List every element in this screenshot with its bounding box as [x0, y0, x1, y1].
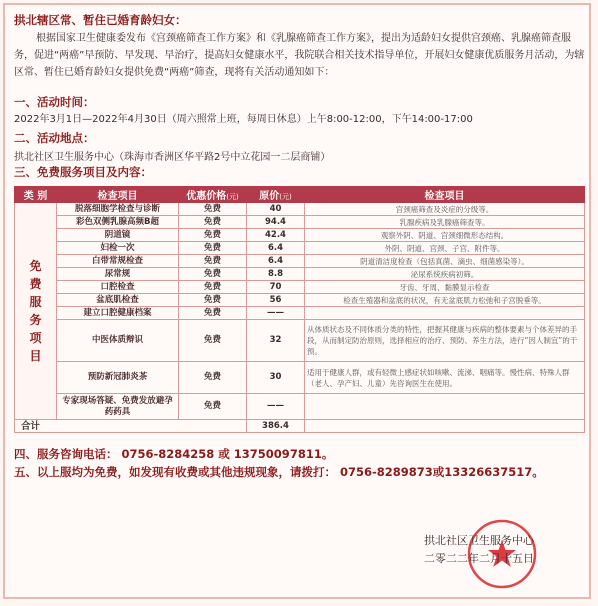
- table-row: [15, 229, 585, 242]
- header-category: 类 别: [15, 187, 57, 203]
- table-row: [15, 281, 585, 294]
- place-text: 拱北社区卫生服务中心（珠海市香洲区华平路2号中立花园一二层商铺）: [14, 152, 331, 163]
- row-discount: 免费: [179, 203, 247, 216]
- row-discount: 免费: [179, 307, 247, 320]
- row-desc: 外阴、阴道、宫颈、子宫、附件等。: [305, 242, 585, 255]
- intro-paragraph: 根据国家卫生健康委发布《宫颈癌筛查工作方案》和《乳腺癌筛查工作方案》，提出为适龄妇女提供宫颈癌、乳腺癌筛查服务，促进“两癌”早预防、早发现、早治疗，提高妇女健康水平，我院联合相关技术指导单位，开展妇女健康优质服务月活动，为辖区常、暂住已婚育龄妇女提供免费“两癌”筛查，现将有关活动通知如下：: [14, 33, 585, 78]
- row-desc: 乳腺疾病及乳腺癌筛查等。: [305, 216, 585, 229]
- row-item: 口腔检查: [57, 281, 179, 294]
- row-original: 70: [247, 281, 305, 294]
- row-original: 6.4: [247, 242, 305, 255]
- total-row: [15, 420, 585, 433]
- row-original: ——: [247, 307, 305, 320]
- row-original: 8.8: [247, 268, 305, 281]
- table-row: [15, 255, 585, 268]
- row-original: 56: [247, 294, 305, 307]
- row-desc: 观察外阴、阴道、宫颈细微形态结构。: [305, 229, 585, 242]
- row-original: 30: [247, 362, 305, 394]
- row-original: 32: [247, 320, 305, 362]
- table-row: [15, 362, 585, 394]
- table-header-row: [15, 187, 585, 203]
- table-row: [15, 268, 585, 281]
- time-section-title: 一、活动时间：: [14, 95, 95, 109]
- category-cell: 免 费 服 务 项 目: [15, 203, 57, 420]
- row-desc: [305, 394, 585, 420]
- row-original: ——: [247, 394, 305, 420]
- row-original: 40: [247, 203, 305, 216]
- row-discount: 免费: [179, 255, 247, 268]
- row-item: 阴道镜: [57, 229, 179, 242]
- service-table: [14, 186, 585, 433]
- header-original: 原价(元): [247, 187, 305, 203]
- row-discount: 免费: [179, 229, 247, 242]
- row-item: 脱落细胞学检查与诊断: [57, 203, 179, 216]
- row-discount: 免费: [179, 394, 247, 420]
- table-row: [15, 320, 585, 362]
- total-empty: [305, 420, 585, 433]
- row-discount: 免费: [179, 242, 247, 255]
- row-desc: 牙齿、牙周、黏膜显示检查: [305, 281, 585, 294]
- row-item: 彩色双侧乳腺高频B超: [57, 216, 179, 229]
- row-item: 妇检一次: [57, 242, 179, 255]
- row-original: 6.4: [247, 255, 305, 268]
- row-item: 专家现场答疑、免费发放避孕药药具: [57, 394, 179, 420]
- row-item: 预防新冠肺炎茶: [57, 362, 179, 394]
- row-discount: 免费: [179, 294, 247, 307]
- row-discount: 免费: [179, 268, 247, 281]
- total-value: 386.4: [247, 420, 305, 433]
- table-row: [15, 242, 585, 255]
- table-row: [15, 307, 585, 320]
- table-row: [15, 294, 585, 307]
- greeting: 拱北辖区常、暂住已婚育龄妇女：: [14, 13, 187, 27]
- row-desc: 从体质状态及不同体质分类的特性，把握其健康与疾病的整体要素与个体差异的手段，从而制定防治原则，选择相应的治疗、预防、养生方法，进行“因人制宜”的干预。: [305, 320, 585, 362]
- row-desc: 阴道清洁度检查（包括真菌、滴虫、细菌感染等）。: [305, 255, 585, 268]
- items-section-title: 三、免费服务项目及内容：: [14, 165, 152, 179]
- row-original: 42.4: [247, 229, 305, 242]
- row-desc: 宫颈癌筛查及炎症的分级等。: [305, 203, 585, 216]
- signature-date: 二零二二年二月十五日: [424, 552, 534, 565]
- row-item: 中医体质辩识: [57, 320, 179, 362]
- signature-org: 拱北社区卫生服务中心: [424, 534, 534, 547]
- header-item: 检查项目: [57, 187, 179, 203]
- row-item: 盆底肌检查: [57, 294, 179, 307]
- row-discount: 免费: [179, 362, 247, 394]
- header-discount: 优惠价格(元): [179, 187, 247, 203]
- place-section-title: 二、活动地点：: [14, 131, 95, 145]
- row-discount: 免费: [179, 281, 247, 294]
- row-item: 建立口腔健康档案: [57, 307, 179, 320]
- consult-line: 四、服务咨询电话： 0756-8284258 或 13750097811。: [14, 447, 334, 461]
- row-desc: [305, 307, 585, 320]
- row-desc: 检查生殖器和盆底的状况，有无盆底肌力松弛和子宫脱垂等。: [305, 294, 585, 307]
- row-item: 尿常规: [57, 268, 179, 281]
- table-row: [15, 394, 585, 420]
- table-row: [15, 203, 585, 216]
- report-line: 五、以上服均为免费，如发现有收费或其他违规现象，请拨打： 0756-8289873或13326637517。: [14, 465, 544, 479]
- row-desc: 适用于健康人群，或有轻微上感症状如咳嗽、流涕、咽痛等。慢性病、特殊人群（老人、孕产妇、儿童）先咨询医生在使用。: [305, 362, 585, 394]
- row-desc: 泌尿系统疾病初筛。: [305, 268, 585, 281]
- row-discount: 免费: [179, 320, 247, 362]
- header-content: 检查项目: [305, 187, 585, 203]
- table-row: [15, 216, 585, 229]
- row-discount: 免费: [179, 216, 247, 229]
- total-label: 合计: [15, 420, 247, 433]
- time-text: 2022年3月1日—2022年4月30日（周六照常上班，每周日休息）上午8:00-12:00，下午14:00-17:00: [14, 114, 473, 125]
- row-item: 白带常规检查: [57, 255, 179, 268]
- row-original: 94.4: [247, 216, 305, 229]
